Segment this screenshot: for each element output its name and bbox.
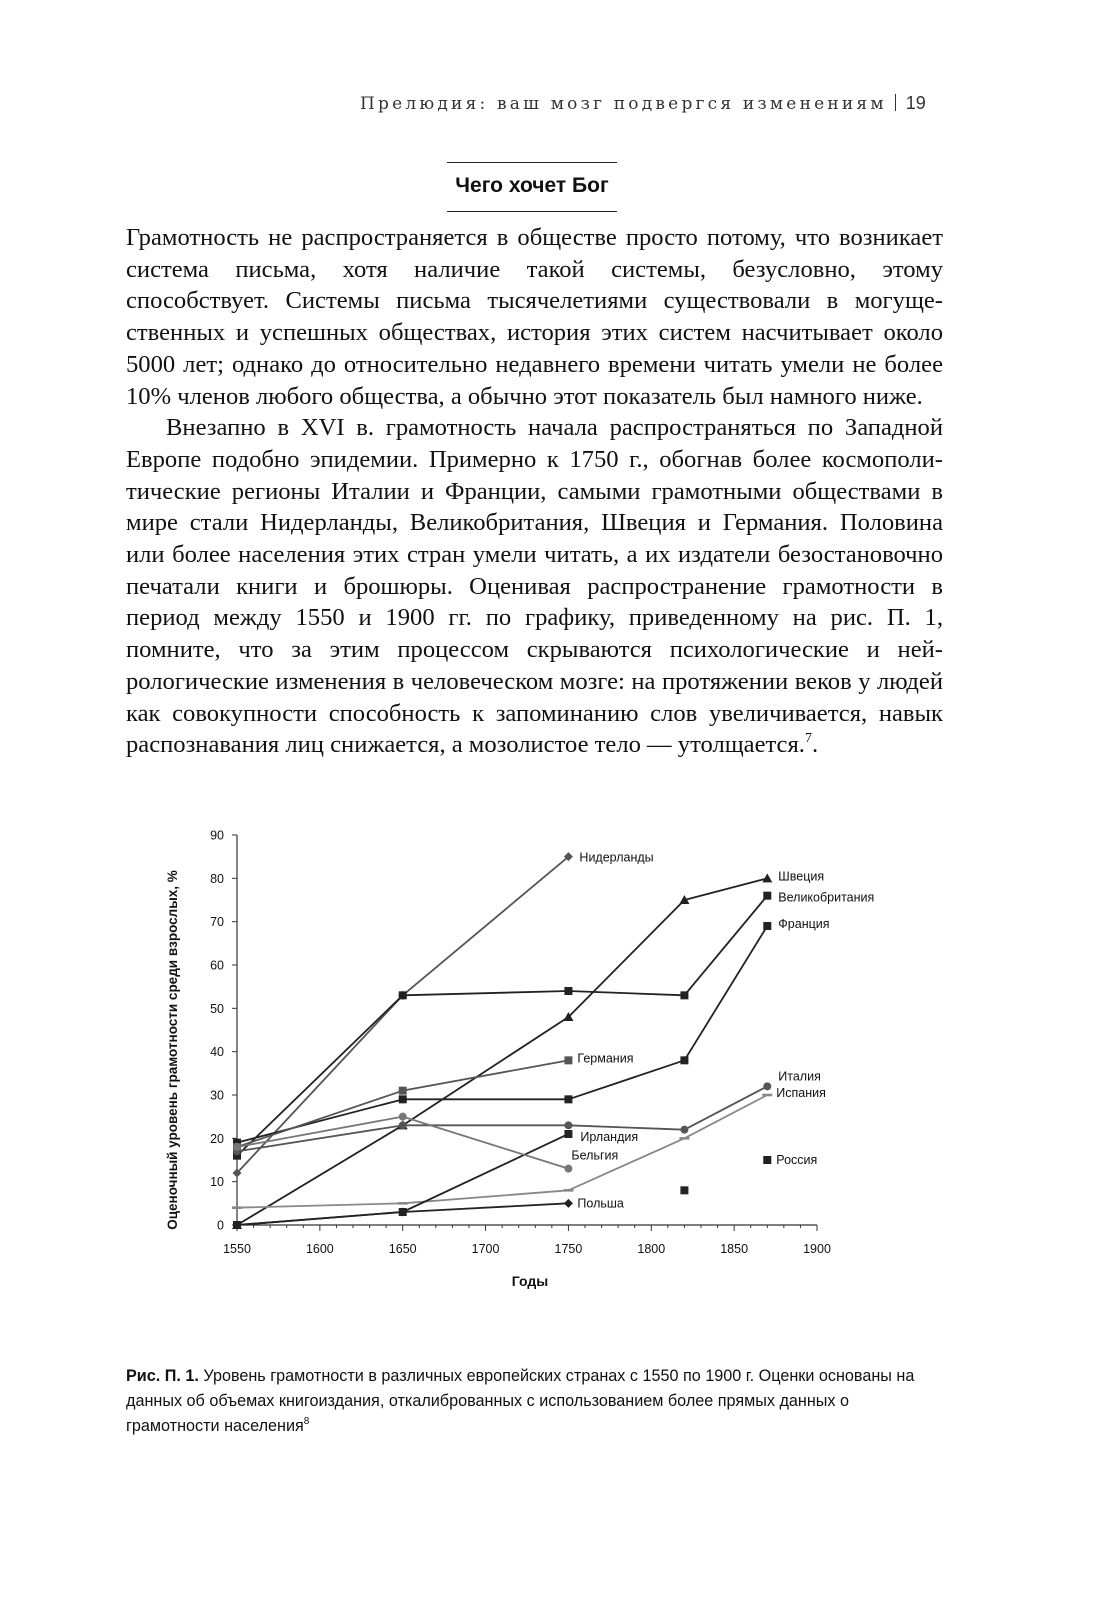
y-tick-label: 80 (210, 871, 224, 886)
caption-text: Уровень грамотности в различных европейских странах с 1550 по 1900 г. Оценки основаны на данных об объемах книгоиздания, откалиброванных с использованием более прямых данных о грамотности населения (126, 1367, 915, 1435)
point-испания (762, 1094, 772, 1097)
series-label-италия: Италия (778, 1069, 821, 1084)
y-tick-label: 50 (210, 1001, 224, 1016)
paragraph-2: Внезапно в XVI в. грамотность начала распространяться по Западной Европе подобно эпидемии. Примерно к 1750 г., обогнав более космополитические регионы Италии и Франции, самыми грамотными обществами в мире стали Нидерланды, Великобритания, Швеция и Германия. Половина или более населения этих стран умели читать, а их издатели безостановочно печатали книги и брошюры. Оценивая распространение грамотности в период между 1550 и 1900 гг. по графику, приведенному на рис. П. 1, помните, что за этим процессом скрываются психологические и нейрологические изменения в человеческом мозге: на протяжении веков у людей как совокупности способность к запоминанию слов увеличивается, навык распознавания лиц снижается, а мозолистое тело — утолщается.$^7$. (126, 414, 943, 759)
y-tick-label: 20 (210, 1131, 224, 1146)
point-германия (399, 1087, 407, 1095)
section-title: Чего хочет Бог (447, 162, 617, 212)
series-label-бельгия: Бельгия (571, 1148, 619, 1163)
point-испания (232, 1206, 242, 1209)
point-ирландия (564, 1130, 572, 1138)
point-италия (564, 1121, 572, 1129)
page-number: 19 (905, 93, 926, 113)
point-италия (399, 1121, 407, 1129)
point-франция (763, 922, 771, 930)
chart-lines (237, 857, 767, 1225)
series-line-великобритания (237, 896, 767, 1156)
running-head-divider (895, 94, 896, 111)
paragraph-1 (126, 222, 943, 412)
point-франция (564, 1095, 572, 1103)
point-великобритания (399, 991, 407, 999)
y-tick-label: 0 (217, 1218, 224, 1233)
running-head (360, 93, 947, 114)
chart-series-labels (571, 851, 874, 1211)
series-line-франция (237, 926, 767, 1143)
point-испания (563, 1189, 573, 1192)
series-line-германия (237, 1060, 568, 1147)
point-великобритания (564, 987, 572, 995)
paragraph-2-text: Внезапно в XVI в. грамотность начала распространяться по Западной Европе подобно эпидемии. Примерно к 1750 г., обогнав более космополитические регионы Италии и Франции, самыми грамотными обществами в мире стали Нидерланды, Великобритания, Швеция и Германия. Половина или более населения этих стран умели читать, а их издатели безостановочно печатали книги и брошюры. Оценивая распространение грамотности в период между 1550 и 1900 гг. по графику, приведенному на рис. П. 1, помните, что за этим процессом скрываются психологические и нейрологические изменения в человеческом мозге: на протяжении веков у людей как совокупности способность к запоминанию слов увеличивается, навык распознавания лиц снижается, а мозолистое тело — утолщается. (126, 414, 943, 759)
series-label-швеция: Швеция (778, 869, 825, 884)
x-tick-label: 1700 (471, 1242, 500, 1256)
y-axis-title: Оценочный уровень грамотности среди взрослых, % (165, 870, 180, 1230)
figure-caption (126, 1364, 943, 1439)
point-великобритания (763, 892, 771, 900)
series-label-великобритания: Великобритания (778, 890, 875, 905)
x-tick-label: 1800 (637, 1242, 666, 1256)
caption-label: Рис. П. 1. (126, 1367, 199, 1385)
point-италия (763, 1082, 771, 1090)
x-axis-title: Годы (511, 1273, 549, 1289)
footnote-ref-7: 7 (804, 731, 812, 747)
point-россия (680, 1186, 688, 1194)
point-италия (680, 1126, 688, 1134)
x-tick-label: 1850 (720, 1242, 749, 1256)
y-tick-label: 40 (210, 1045, 224, 1060)
series-label-германия: Германия (577, 1051, 634, 1066)
x-tick-label: 1650 (388, 1242, 417, 1256)
series-line-италия (237, 1086, 767, 1151)
x-tick-label: 1550 (223, 1242, 251, 1256)
series-label-нидерланды: Нидерланды (579, 850, 654, 865)
point-польша (564, 1199, 573, 1208)
point-германия (564, 1056, 572, 1064)
body-text (126, 222, 943, 761)
x-tick-label: 1750 (554, 1242, 583, 1256)
series-line-швеция (237, 878, 767, 1225)
y-tick-label: 90 (210, 828, 224, 843)
literacy-chart (150, 828, 875, 1308)
point-бельгия (564, 1165, 572, 1173)
series-label-польша: Польша (577, 1196, 624, 1211)
running-head-title: Прелюдия: ваш мозг подвергся изменениям (360, 94, 887, 114)
chart-markers (232, 852, 772, 1229)
x-tick-label: 1900 (803, 1242, 831, 1256)
y-tick-label: 10 (210, 1175, 224, 1190)
point-франция (399, 1095, 407, 1103)
series-label-россия: Россия (776, 1153, 818, 1167)
point-бельгия (233, 1143, 241, 1151)
y-tick-label: 60 (210, 958, 224, 973)
chart-axes (210, 829, 831, 1257)
point-испания (679, 1137, 689, 1140)
point-бельгия (399, 1113, 407, 1121)
point-швеция (762, 873, 772, 882)
footnote-ref-8: 8 (303, 1416, 310, 1427)
y-tick-label: 30 (210, 1088, 224, 1103)
series-label-ирландия: Ирландия (580, 1130, 639, 1144)
point-россия (763, 1156, 771, 1164)
series-label-испания: Испания (776, 1086, 826, 1100)
paragraph-1-text: Грамотность не распространяется в обществе просто потому, что возникает система письма, хотя наличие такой системы, безусловно, этому способствует. Системы письма тысячелетиями существовали в могущественных и успешных обществах, история этих систем насчитывает около 5000 лет; однако до относительно недавнего времени читать умели не более 10% членов любого общества, а обычно этот показатель был намного ниже. (126, 224, 943, 410)
point-великобритания (680, 991, 688, 999)
y-tick-label: 70 (210, 915, 224, 930)
point-испания (398, 1202, 408, 1205)
point-франция (680, 1056, 688, 1064)
series-label-франция: Франция (778, 917, 830, 931)
x-tick-label: 1600 (305, 1242, 334, 1256)
